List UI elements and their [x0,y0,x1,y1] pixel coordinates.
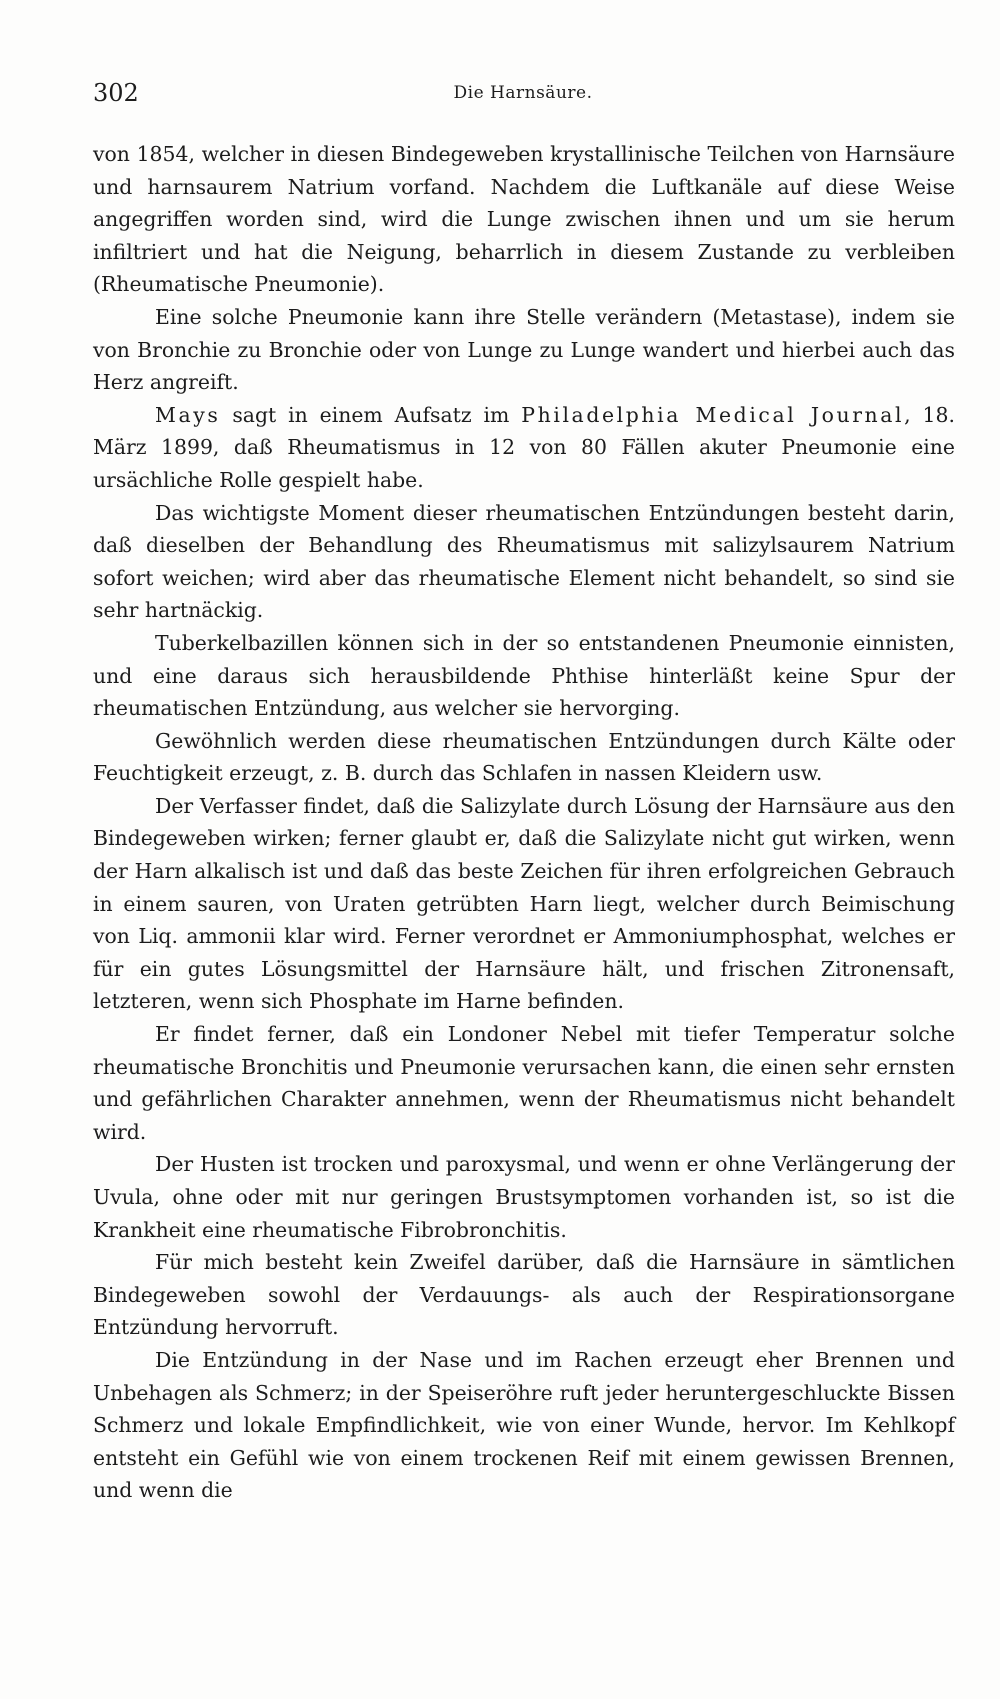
body-text [93,138,955,1507]
paragraph-4: Das wichtigste Moment dieser rheumatischen Entzündungen besteht darin, daß dieselben der Behandlung des Rheumatismus mit salizylsaurem Natrium sofort weichen; wird aber das rheumatische Element nicht behandelt, so sind sie sehr hartnäckig. [93,500,955,623]
running-header [93,78,953,108]
journal-title: Philadelphia Medical Journal [521,402,905,427]
running-title: Die Harnsäure. [453,83,593,103]
paragraph-5: Tuberkelbazillen können sich in der so entstandenen Pneumonie einnisten, und eine daraus sich herausbildende Phthise hinterläßt keine Spur der rheumatischen Entzündung, aus welcher sie hervorging. [93,630,955,721]
author-name: Mays [155,402,221,427]
paragraph-6: Gewöhnlich werden diese rheumatischen Entzündungen durch Kälte oder Feuchtigkeit erzeugt, z. B. durch das Schlafen in nassen Kleidern usw. [93,728,955,786]
paragraph-10: Für mich besteht kein Zweifel darüber, daß die Harnsäure in sämtlichen Bindegeweben sowohl der Verdauungs- als auch der Respirationsorgane Entzündung hervorruft. [93,1250,955,1340]
paragraph-8: Er findet ferner, daß ein Londoner Nebel mit tiefer Temperatur solche rheumatische Bronchitis und Pneumonie verursachen kann, die einen sehr ernsten und gefährlichen Charakter annehmen, wenn der Rheumatismus nicht behandelt wird. [93,1022,955,1144]
paragraph-2: Eine solche Pneumonie kann ihre Stelle verändern (Metastase), indem sie von Bronchie zu Bronchie oder von Lunge zu Lunge wandert und hierbei auch das Herz angreift. [93,304,955,395]
paragraph-11: Die Entzündung in der Nase und im Rachen erzeugt eher Brennen und Unbehagen als Schmerz; in der Speiseröhre ruft jeder heruntergeschluckte Bissen Schmerz und lokale Empfindlichkeit, wie von einer Wunde, hervor. Im Kehlkopf entsteht ein Gefühl wie von einem trockenen Reif mit einem gewissen Brennen, und wenn die [93,1347,955,1503]
paragraph-7: Der Verfasser findet, daß die Salizylate durch Lösung der Harnsäure aus den Bindegeweben wirken; ferner glaubt er, daß die Salizylate nicht gut wirken, wenn der Harn alkalisch ist und daß das beste Zeichen für ihren erfolgreichen Gebrauch in einem sauren, von Uraten getrübten Harn liegt, welcher durch Beimischung von Liq. ammonii klar wird. Ferner verordnet er Ammoniumphosphat, welches er für ein gutes Lösungsmittel der Harnsäure hält, und frischen Zitronensaft, letzteren, wenn sich Phosphate im Harne befinden. [93,793,955,1014]
page-number: 302 [93,79,139,107]
paragraph-3-text-b: , 18. März 1899, daß Rheumatismus in 12 von 80 Fällen akuter Pneumonie eine ursächliche Rolle gespielt habe. [93,402,955,492]
paragraph-1: von 1854, welcher in diesen Bindegeweben krystallinische Teilchen von Harnsäure und harnsaurem Natrium vorfand. Nachdem die Luftkanäle auf diese Weise angegriffen worden sind, wird die Lunge zwischen ihnen und um sie herum infiltriert und hat die Neigung, beharrlich in diesem Zustande zu verbleiben (Rheumatische Pneumonie). [93,142,955,297]
paragraph-3 [93,399,955,497]
paragraph-9: Der Husten ist trocken und paroxysmal, und wenn er ohne Verlängerung der Uvula, ohne oder mit nur geringen Brustsymptomen vorhanden ist, so ist die Krankheit eine rheumatische Fibrobronchitis. [93,1152,955,1242]
paragraph-3-text-a: sagt in einem Aufsatz im [220,402,522,427]
